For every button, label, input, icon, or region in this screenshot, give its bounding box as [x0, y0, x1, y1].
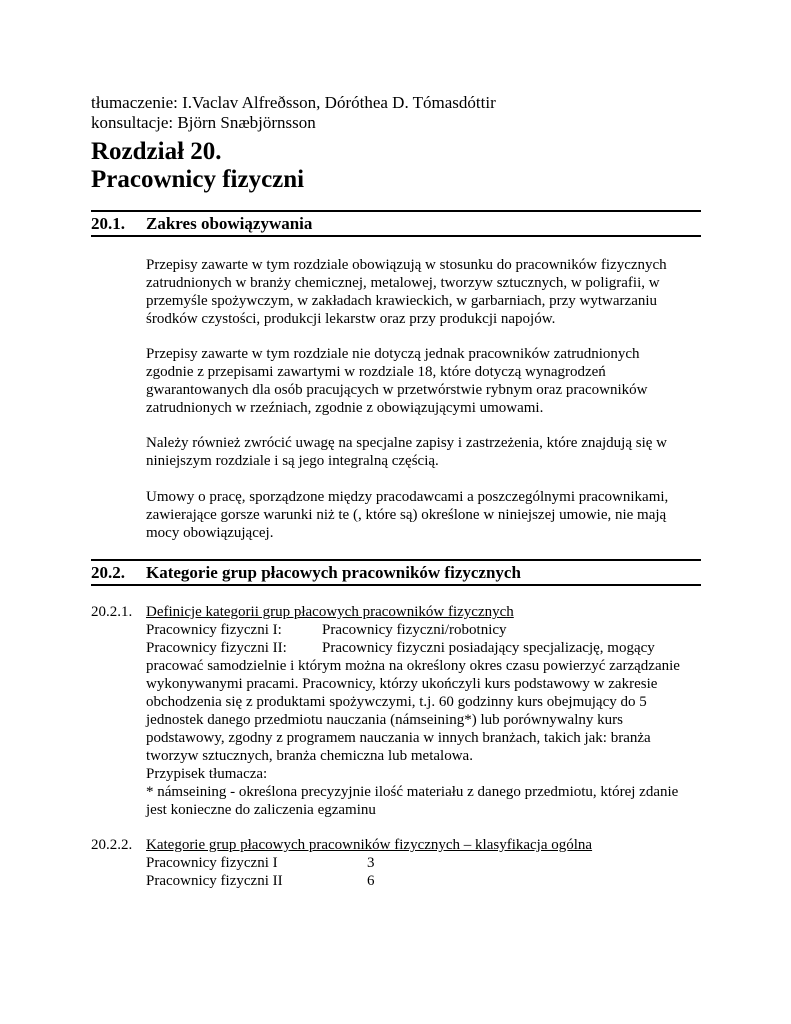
category-2-row: [146, 639, 746, 657]
category-description: Pracownicy fizyczni/robotnicy: [322, 622, 507, 638]
subsection-number: 20.2.2.: [91, 837, 133, 853]
classification-value: 3: [367, 855, 375, 871]
category-definitions: [146, 621, 746, 819]
paragraph-1: [146, 256, 706, 328]
paragraph-line: mocy obowiązującej.: [146, 525, 274, 541]
section-heading-20-2: [91, 563, 521, 583]
chapter-title: Pracownicy fizyczni: [91, 166, 305, 193]
category-description-line: tworzyw sztucznych, branża chemiczna lub metalowa.: [146, 748, 473, 764]
category-label: Pracownicy fizyczni II:: [146, 640, 287, 656]
subsection-20-2-1: [91, 603, 514, 621]
translators-line: tłumaczenie: I.Vaclav Alfreðsson, Dóróthea D. Tómasdóttir: [91, 93, 496, 112]
classification-label: Pracownicy fizyczni I: [146, 855, 278, 871]
paragraph-line: Przepisy zawarte w tym rozdziale obowiązują w stosunku do pracowników fizycznych: [146, 257, 667, 273]
section-number: 20.1.: [91, 214, 125, 233]
section-rule-top: [91, 210, 701, 212]
category-description-line: pracować samodzielnie i którym można na określony okres czasu powierzyć zarządzanie: [146, 658, 680, 674]
subsection-20-2-2: [91, 836, 592, 854]
paragraph-2: [146, 345, 706, 417]
section-title: Kategorie grup płacowych pracowników fizycznych: [146, 563, 521, 582]
paragraph-line: zatrudnionych w branży chemicznej, metalowej, tworzyw sztucznych, w poligrafii, w: [146, 275, 660, 291]
chapter-heading: Rozdział 20.: [91, 138, 222, 165]
category-description-line: wykonywanymi pracami. Pracownicy, którzy ukończyli kurs podstawowy w zakresie: [146, 676, 658, 692]
translator-note-label: Przypisek tłumacza:: [146, 766, 268, 782]
section-heading-20-1: [91, 214, 312, 234]
paragraph-line: zgodnie z przepisami zawartymi w rozdziale 18, które dotyczą wynagrodzeń: [146, 364, 606, 380]
subsection-number: 20.2.1.: [91, 604, 133, 620]
section-number: 20.2.: [91, 563, 125, 582]
category-description-line: obchodzenia się z produktami spożywczymi, t.j. 60 godzinny kurs obejmujący do 5: [146, 694, 647, 710]
classification-label: Pracownicy fizyczni II: [146, 873, 283, 889]
category-description-line: podstawowy, zgodny z programem nauczania w innych branżach, takich jak: branża: [146, 730, 651, 746]
translator-note-line: jest konieczne do zaliczenia egzaminu: [146, 802, 376, 818]
paragraph-line: środków czystości, produkcji lekarstw oraz przy produkcji napojów.: [146, 311, 556, 327]
translator-note-line: * námseining - określona precyzyjnie ilość materiału z danego przedmiotu, której zdanie: [146, 784, 679, 800]
paragraph-line: przemyśle spożywczym, w zakładach krawieckich, w garbarniach, przy wytwarzaniu: [146, 293, 658, 309]
paragraph-line: zatrudnionych w rzeźniach, zgodnie z obowiązującymi umowami.: [146, 400, 544, 416]
paragraph-line: niniejszym rozdziale i są jego integralną częścią.: [146, 453, 439, 469]
paragraph-line: zawierające gorsze warunki niż te (, które są) określone w niniejszej umowie, nie mają: [146, 507, 667, 523]
paragraph-line: Należy również zwrócić uwagę na specjalne zapisy i zastrzeżenia, które znajdują się w: [146, 435, 667, 451]
subsection-title: Definicje kategorii grup płacowych pracowników fizycznych: [146, 604, 514, 620]
classification-value: 6: [367, 873, 375, 889]
paragraph-4: [146, 488, 706, 542]
paragraph-line: gwarantowanych dla osób pracujących w przetwórstwie rybnym oraz pracowników: [146, 382, 648, 398]
category-description: Pracownicy fizyczni posiadający specjalizację, mogący: [322, 640, 655, 656]
consultation-line: konsultacje: Björn Snæbjörnsson: [91, 113, 316, 132]
section-rule-bottom: [91, 584, 701, 586]
classification-row: [146, 872, 706, 890]
paragraph-3: [146, 434, 706, 470]
subsection-title: Kategorie grup płacowych pracowników fizycznych – klasyfikacja ogólna: [146, 837, 593, 853]
paragraph-line: Umowy o pracę, sporządzone między pracodawcami a poszczególnymi pracownikami,: [146, 489, 669, 505]
section-rule-bottom: [91, 235, 701, 237]
classification-table: [146, 854, 706, 890]
category-1-row: [146, 621, 746, 639]
section-rule-top: [91, 559, 701, 561]
section-title: Zakres obowiązywania: [146, 214, 313, 233]
category-label: Pracownicy fizyczni I:: [146, 622, 282, 638]
classification-row: [146, 854, 706, 872]
category-description-line: jednostek danego przedmiotu nauczania (námseining*) lub porównywalny kurs: [146, 712, 623, 728]
paragraph-line: Przepisy zawarte w tym rozdziale nie dotyczą jednak pracowników zatrudnionych: [146, 346, 640, 362]
